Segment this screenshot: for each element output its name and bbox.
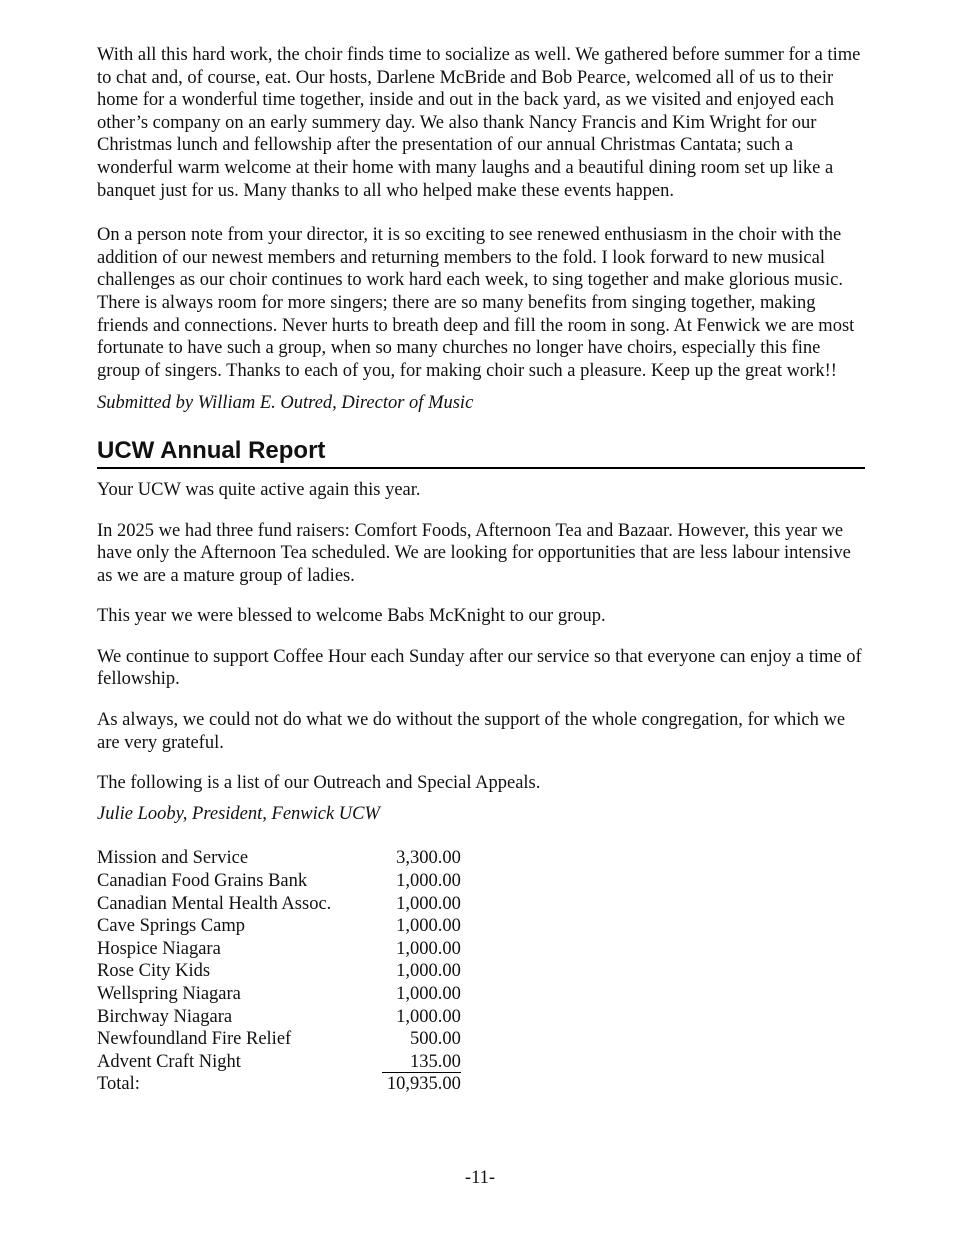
ucw-paragraph: This year we were blessed to welcome Babs McKnight to our group. <box>97 606 606 627</box>
appeal-amount: 1,000.00 <box>396 871 461 892</box>
ucw-section-heading: UCW Annual Report <box>97 437 865 469</box>
appeal-amount: 500.00 <box>410 1029 461 1050</box>
document-page <box>97 44 865 1096</box>
ucw-paragraph: As always, we could not do what we do without the support of the whole congregation, for which we are very grateful. <box>97 710 846 753</box>
appeal-name: Mission and Service <box>97 848 249 869</box>
choir-director-paragraph: On a person note from your director, it is so exciting to see renewed enthusiasm in the choir with the addition of our newest members and returning members to the fold. I look forward to new musical challenges as our choir continues to work hard each week, to sing together and make glorious music. There is always room for more singers; there are so many benefits from singing together, making friends and connections. Never hurts to breath deep and fill the room in song. At Fenwick we are most fortunate to have such a group, when so many churches no longer have choirs, especially this fine group of singers. Thanks to each of you, for making choir such a pleasure. Keep up the great work!! <box>97 225 855 381</box>
appeal-name: Birchway Niagara <box>97 1006 233 1027</box>
appeal-name: Hospice Niagara <box>97 938 221 959</box>
table-row <box>97 960 461 983</box>
appeal-name: Advent Craft Night <box>97 1051 241 1072</box>
ucw-signature: Julie Looby, President, Fenwick UCW <box>97 803 380 824</box>
appeal-amount: 1,000.00 <box>396 984 461 1004</box>
table-row <box>97 983 461 1006</box>
total-row <box>97 1073 461 1096</box>
choir-signature: Submitted by William E. Outred, Director of Music <box>97 393 474 414</box>
table-row <box>97 1051 461 1074</box>
appeals-table <box>97 847 461 1096</box>
appeal-amount: 1,000.00 <box>396 916 461 937</box>
appeal-name: Wellspring Niagara <box>97 984 241 1004</box>
appeal-amount: 1,000.00 <box>396 938 461 959</box>
appeal-amount: 1,000.00 <box>396 893 461 914</box>
ucw-paragraph: We continue to support Coffee Hour each Sunday after our service so that everyone can enjoy a time of fellowship. <box>97 646 862 690</box>
table-row <box>97 915 461 938</box>
appeal-amount: 1,000.00 <box>396 1006 461 1027</box>
appeal-name: Cave Springs Camp <box>97 916 245 937</box>
appeal-name: Newfoundland Fire Relief <box>97 1029 292 1050</box>
appeal-name: Canadian Food Grains Bank <box>97 871 308 892</box>
appeal-amount: 135.00 <box>382 1052 461 1073</box>
ucw-report-body <box>97 479 865 1096</box>
appeal-amount: 3,300.00 <box>396 848 461 869</box>
choir-social-paragraph: With all this hard work, the choir finds time to socialize as well. We gathered before summer for a time to chat and, of course, eat. Our hosts, Darlene McBride and Bob Pearce, welcomed all of us to their home for a wonderful time together, inside and out in the back yard, as we visited and enjoyed each other’s company on an early summery day. We also thank Nancy Francis and Kim Wright for our Christmas lunch and fellowship after the presentation of our annual Christmas Cantata; such a wonderful warm welcome at their home with many laughs and a beautiful dining room set up like a banquet just for us. Many thanks to all who helped make these events happen. <box>97 45 861 201</box>
ucw-paragraph: In 2025 we had three fund raisers: Comfort Foods, Afternoon Tea and Bazaar. However, this year we have only the Afternoon Tea scheduled. We are looking for opportunities that are less labour intensive as we are a mature group of ladies. <box>97 520 851 586</box>
table-row <box>97 847 461 870</box>
table-row <box>97 1006 461 1029</box>
table-row <box>97 893 461 916</box>
total-amount: 10,935.00 <box>386 1074 461 1095</box>
appeal-name: Rose City Kids <box>97 961 211 982</box>
ucw-paragraph: Your UCW was quite active again this year. <box>97 479 421 500</box>
table-row <box>97 870 461 893</box>
table-row <box>97 1028 461 1051</box>
ucw-paragraph: The following is a list of our Outreach and Special Appeals. <box>97 773 541 794</box>
appeal-amount-cell <box>382 1051 461 1074</box>
appeal-name: Canadian Mental Health Assoc. <box>97 893 332 914</box>
appeal-amount: 1,000.00 <box>396 961 461 982</box>
page-number: -11- <box>464 1168 496 1188</box>
table-row <box>97 938 461 961</box>
total-label: Total: <box>97 1074 140 1095</box>
